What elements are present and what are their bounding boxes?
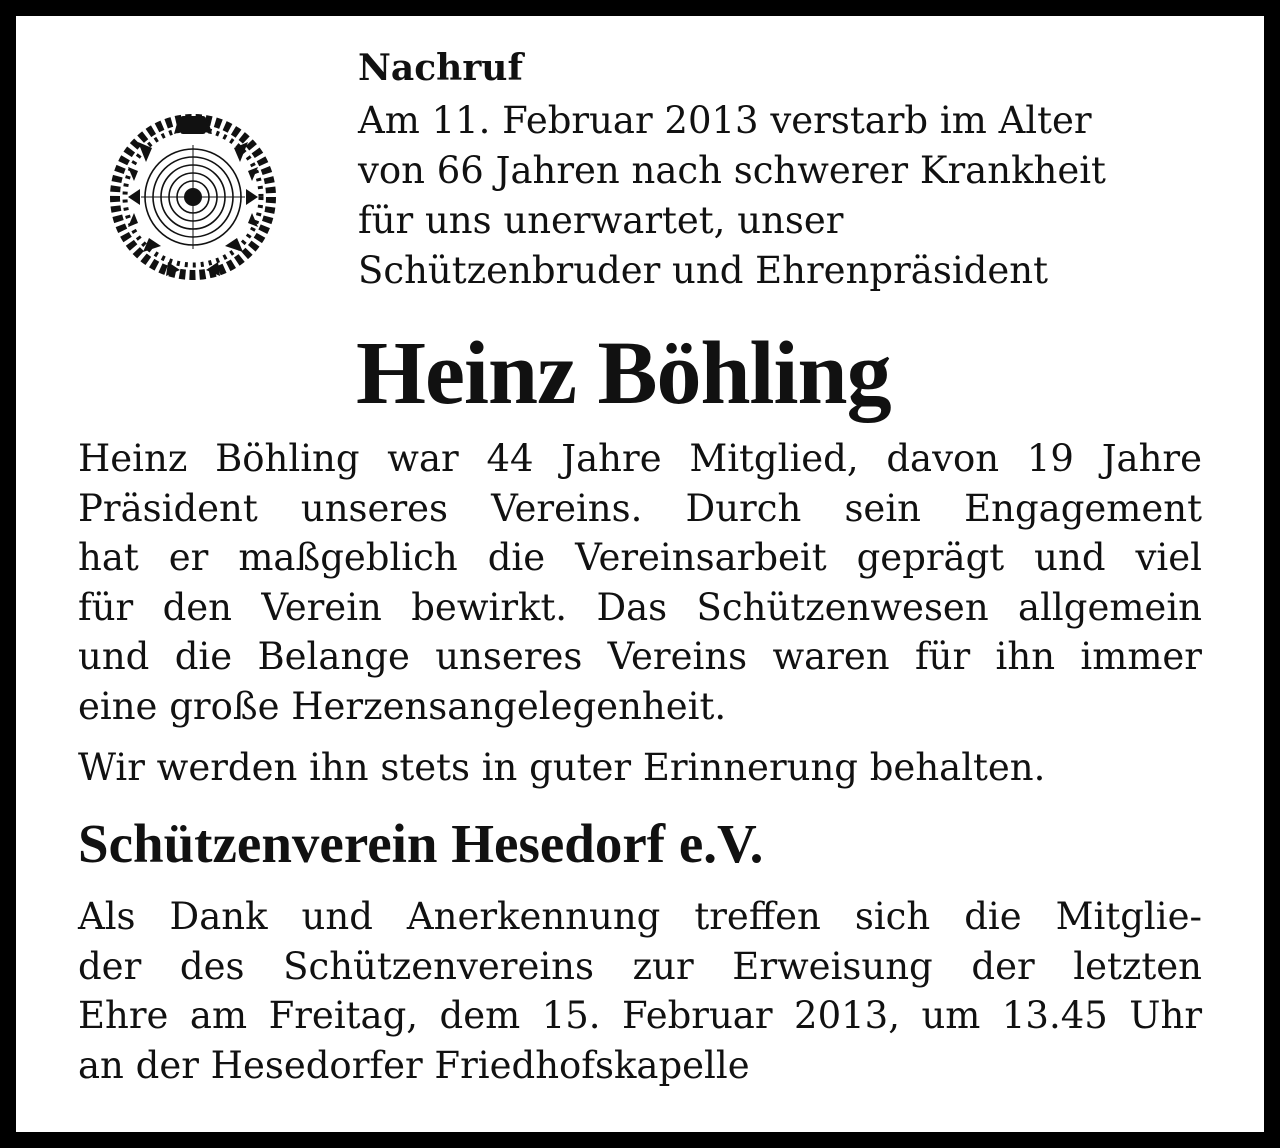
body-line: hat er maßgeblich die Vereinsarbeit geprägt und viel	[78, 536, 1202, 580]
body-text	[78, 434, 1202, 792]
obituary-notice	[16, 16, 1264, 1132]
body-line: Präsident unseres Vereins. Durch sein Engagement	[78, 486, 1202, 530]
intro-line: Am 11. Februar 2013 verstarb im Alter	[358, 99, 1092, 142]
deceased-name: Heinz Böhling	[356, 324, 891, 423]
club-name: Schützenverein Hesedorf e.V.	[78, 813, 764, 874]
header-block	[358, 46, 1238, 296]
shooting-club-emblem-icon	[108, 112, 278, 282]
intro-line: für uns unerwartet, unser	[358, 199, 844, 242]
body-line: für den Verein bewirkt. Das Schützenwesen allgemein	[78, 585, 1202, 629]
intro-text	[358, 96, 1238, 296]
intro-line: Schützenbruder und Ehrenpräsident	[358, 249, 1048, 292]
body-line: Heinz Böhling war 44 Jahre Mitglied, davon 19 Jahre	[78, 437, 1202, 480]
body-line: eine große Herzensangelegenheit.	[78, 684, 727, 728]
intro-line: von 66 Jahren nach schwerer Krankheit	[358, 149, 1106, 192]
footer-line: Als Dank und Anerkennung treffen sich die Mitglie-	[78, 895, 1202, 938]
footer-line: der des Schützenvereins zur Erweisung der letzten	[78, 944, 1202, 988]
notice-label: Nachruf	[358, 47, 523, 89]
footer-text	[78, 892, 1202, 1090]
closing-line: Wir werden ihn stets in guter Erinnerung behalten.	[78, 745, 1046, 789]
body-line: und die Belange unseres Vereins waren für ihn immer	[78, 635, 1202, 679]
footer-line: Ehre am Freitag, dem 15. Februar 2013, um 13.45 Uhr	[78, 994, 1202, 1038]
footer-line: an der Hesedorfer Friedhofskapelle	[78, 1043, 750, 1087]
